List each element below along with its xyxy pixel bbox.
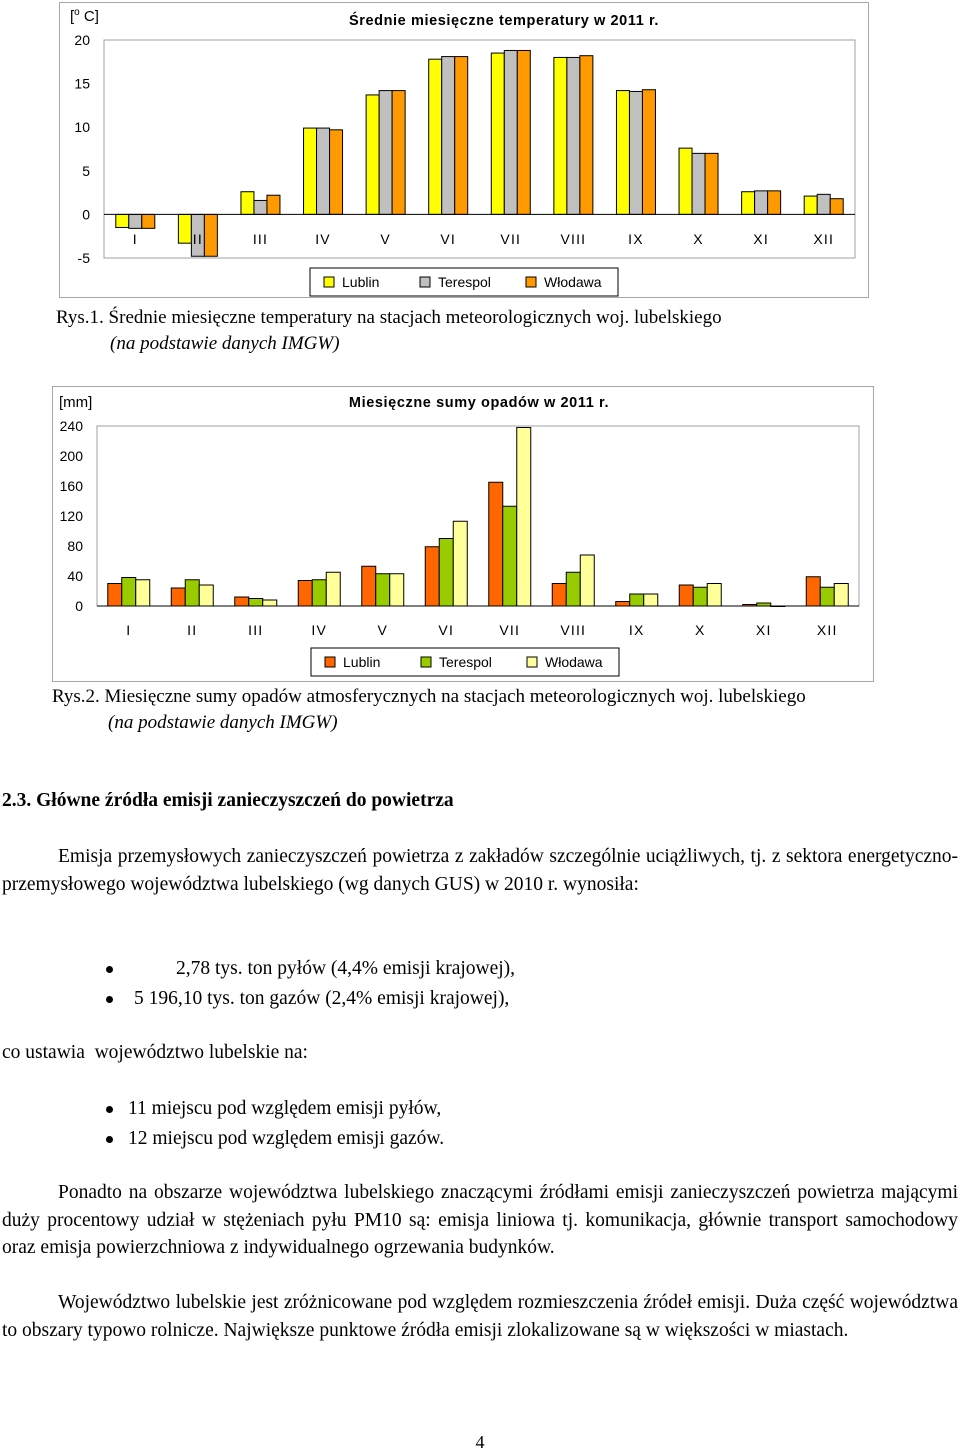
legend-swatch-terespol (420, 277, 430, 287)
bar-terespol-VIII (567, 57, 580, 214)
x-tick-label: II (187, 622, 198, 638)
bar-lublin-V (366, 95, 379, 214)
section-heading: 2.3. Główne źródła emisji zanieczyszczeń do powietrza (2, 790, 454, 811)
bar-lublin-VII (489, 482, 503, 606)
y-tick-label: 160 (59, 478, 83, 494)
bar-lublin-II (178, 214, 191, 243)
temperature-chart-svg (60, 3, 868, 297)
legend-label-terespol: Terespol (438, 274, 491, 290)
bar-lublin-VII (491, 53, 504, 214)
bar-terespol-X (692, 153, 705, 214)
x-tick-label: IX (628, 231, 644, 247)
legend (310, 268, 618, 296)
bar-lublin-III (235, 597, 249, 606)
bar-włodawa-XII (834, 584, 848, 607)
bar-lublin-X (679, 585, 693, 606)
bar-włodawa-II (199, 585, 213, 606)
bar-włodawa-XI (768, 191, 781, 215)
legend-label-terespol: Terespol (439, 654, 492, 670)
x-tick-label: X (694, 622, 706, 638)
legend (311, 648, 619, 676)
y-tick-label: -5 (77, 250, 90, 266)
bar-terespol-IX (630, 594, 644, 606)
y-axis-unit-label: [mm] (59, 394, 93, 411)
legend-label-włodawa: Włodawa (544, 274, 602, 290)
bar-terespol-II (185, 580, 199, 606)
bar-terespol-VI (442, 57, 455, 215)
bar-terespol-XII (817, 194, 830, 214)
x-tick-label: I (132, 231, 138, 247)
legend-swatch-lublin (324, 277, 334, 287)
bar-terespol-IV (317, 128, 330, 214)
legend-swatch-lublin (325, 657, 335, 667)
x-tick-label: III (248, 622, 264, 638)
x-tick-label: V (377, 622, 389, 638)
paragraph-emission-distribution (2, 1289, 958, 1344)
bar-włodawa-III (263, 600, 277, 606)
figure-1-caption-source: (na podstawie danych IMGW) (110, 333, 340, 354)
legend-label-lublin: Lublin (342, 274, 380, 290)
x-tick-label: VI (438, 622, 455, 638)
bar-terespol-X (693, 587, 707, 606)
bar-włodawa-III (267, 195, 280, 214)
y-tick-label: 120 (59, 508, 83, 524)
chart-title: Miesięczne sumy opadów w 2011 r. (348, 395, 610, 411)
x-tick-label: V (380, 231, 391, 247)
y-tick-label: 0 (82, 206, 90, 223)
y-axis-unit-label: [$^o$ C] (70, 7, 99, 25)
bar-terespol-I (122, 578, 136, 607)
legend-swatch-terespol (421, 657, 431, 667)
y-tick-label: 40 (67, 568, 83, 584)
x-tick-label: VII (500, 231, 522, 247)
paragraph-emission-intro (2, 843, 958, 898)
list-item-text: 2,78 tys. ton pyłów (4,4% emisji krajowej), (176, 958, 516, 979)
bar-lublin-VI (429, 59, 442, 214)
bar-lublin-IV (298, 581, 312, 607)
bar-lublin-III (241, 192, 254, 215)
bar-terespol-VII (503, 506, 517, 606)
bar-terespol-VIII (566, 572, 580, 606)
bar-włodawa-VIII (580, 56, 593, 215)
bar-terespol-III (249, 599, 263, 607)
bar-włodawa-VIII (580, 555, 594, 606)
precipitation-chart (52, 386, 874, 682)
bar-włodawa-X (705, 153, 718, 214)
bar-lublin-II (171, 588, 185, 606)
x-tick-label: XI (753, 231, 769, 247)
figure-1-caption (56, 305, 722, 357)
figure-1-caption-line1: Rys.1. Średnie miesięczne temperatury na stacjach meteorologicznych woj. lubelskiego (56, 307, 722, 328)
bar-lublin-VI (425, 547, 439, 606)
precipitation-chart-svg (53, 387, 873, 681)
bar-włodawa-XII (830, 199, 843, 215)
bar-lublin-I (116, 214, 129, 227)
bar-włodawa-IV (330, 130, 343, 215)
x-tick-label: VIII (560, 231, 587, 247)
y-tick-label: 80 (67, 538, 83, 554)
bar-włodawa-IX (642, 90, 655, 215)
bullet-icon (106, 1106, 113, 1113)
list-item (106, 1094, 441, 1124)
bar-lublin-VIII (554, 57, 567, 214)
bar-lublin-IX (616, 91, 629, 215)
bar-terespol-V (376, 574, 390, 606)
bar-terespol-VI (439, 539, 453, 607)
bullet-icon (106, 996, 113, 1003)
paragraph-ranking-intro: co ustawia województwo lubelskie na: (2, 1042, 308, 1063)
x-tick-label: VI (440, 231, 457, 247)
bar-lublin-VIII (552, 584, 566, 607)
x-tick-label: X (693, 231, 704, 247)
x-tick-label: XII (813, 231, 835, 247)
bar-lublin-IV (304, 128, 317, 214)
legend-label-lublin: Lublin (343, 654, 381, 670)
x-tick-label: I (126, 622, 132, 638)
plot-area-border (97, 426, 859, 606)
y-tick-label: 10 (74, 119, 90, 136)
bar-lublin-IX (616, 602, 630, 607)
bar-włodawa-VII (517, 50, 530, 214)
y-tick-label: 15 (74, 75, 90, 92)
y-axis-unit-degree: o (74, 7, 80, 18)
legend-swatch-włodawa (526, 277, 536, 287)
x-tick-label: XI (755, 622, 772, 638)
y-tick-label: 200 (59, 448, 83, 464)
bar-lublin-I (108, 584, 122, 607)
x-tick-label: II (192, 231, 203, 247)
bar-włodawa-IV (326, 572, 340, 606)
x-tick-label: IV (311, 622, 328, 638)
paragraph-emission-intro-text: Emisja przemysłowych zanieczyszczeń powietrza z zakładów szczególnie uciążliwych, tj. z sektora energetyczno-przemysłowego województwa lubelskiego (wg danych GUS) w 2010 r. wynosiła: (2, 846, 958, 895)
paragraph-pm10-sources (2, 1179, 958, 1262)
bar-włodawa-IX (644, 594, 658, 606)
bar-terespol-III (254, 200, 267, 214)
bar-włodawa-I (136, 580, 150, 606)
bar-terespol-VII (504, 50, 517, 214)
x-tick-label: III (252, 231, 269, 247)
bar-włodawa-V (390, 574, 404, 606)
figure-2-caption-source: (na podstawie danych IMGW) (108, 712, 338, 733)
paragraph-emission-distribution-text: Województwo lubelskie jest zróżnicowane pod względem rozmieszczenia źródeł emisji. Duża część województwa to obszary typowo rolnicze. Największe punktowe źródła emisji zlokalizowane są w większości w miastach. (2, 1292, 958, 1341)
list-item (106, 984, 509, 1014)
bullet-icon (106, 1136, 113, 1143)
bar-terespol-IX (629, 91, 642, 214)
y-tick-label: 240 (59, 418, 83, 434)
x-tick-label: XII (816, 622, 838, 638)
bar-terespol-IV (312, 580, 326, 606)
bar-lublin-XI (742, 192, 755, 215)
figure-2-caption (52, 684, 806, 736)
page-number: 4 (475, 1432, 485, 1452)
bar-lublin-X (679, 148, 692, 214)
x-tick-label: VII (499, 622, 521, 638)
list-item-text: 11 miejscu pod względem emisji pyłów, (128, 1098, 442, 1119)
x-tick-label: VIII (560, 622, 587, 638)
bar-włodawa-V (392, 91, 405, 215)
legend-label-włodawa: Włodawa (545, 654, 603, 670)
bar-lublin-XII (806, 577, 820, 606)
x-tick-label: IX (628, 622, 645, 638)
y-axis-unit-rest: C] (79, 8, 99, 25)
bar-terespol-I (129, 214, 142, 228)
bar-włodawa-VII (517, 428, 531, 607)
bullet-icon (106, 966, 113, 973)
bar-włodawa-VI (455, 57, 468, 215)
x-tick-label: IV (315, 231, 331, 247)
paragraph-pm10-sources-text: Ponadto na obszarze województwa lubelskiego znaczącymi źródłami emisji zanieczyszczeń powietrza mającymi duży procentowy udział w stężeniach pyłu PM10 są: emisja liniowa tj. komunikacja, głównie transport samochodowy oraz emisja powierzchniowa z indywidualnego ogrzewania budynków. (2, 1182, 958, 1258)
legend-swatch-włodawa (527, 657, 537, 667)
bar-włodawa-I (142, 214, 155, 228)
y-tick-label: 5 (82, 162, 90, 179)
chart-title: Średnie miesięczne temperatury w 2011 r. (348, 13, 660, 29)
bar-lublin-V (362, 566, 376, 606)
list-item-text: 5 196,10 tys. ton gazów (2,4% emisji krajowej), (134, 988, 510, 1009)
y-tick-label: 20 (74, 32, 90, 48)
list-item (106, 954, 515, 984)
bar-lublin-XII (804, 196, 817, 214)
bar-terespol-XI (755, 191, 768, 215)
bar-włodawa-X (707, 584, 721, 607)
list-item (106, 1124, 444, 1154)
y-tick-label: 0 (75, 598, 83, 614)
figure-2-caption-line1: Rys.2. Miesięczne sumy opadów atmosferycznych na stacjach meteorologicznych woj. lubelskiego (52, 686, 806, 707)
list-item-text: 12 miejscu pod względem emisji gazów. (128, 1128, 445, 1149)
bar-terespol-V (379, 91, 392, 215)
bar-włodawa-VI (453, 521, 467, 606)
bar-terespol-XII (820, 587, 834, 606)
temperature-chart (59, 2, 869, 298)
bar-włodawa-II (204, 214, 217, 256)
